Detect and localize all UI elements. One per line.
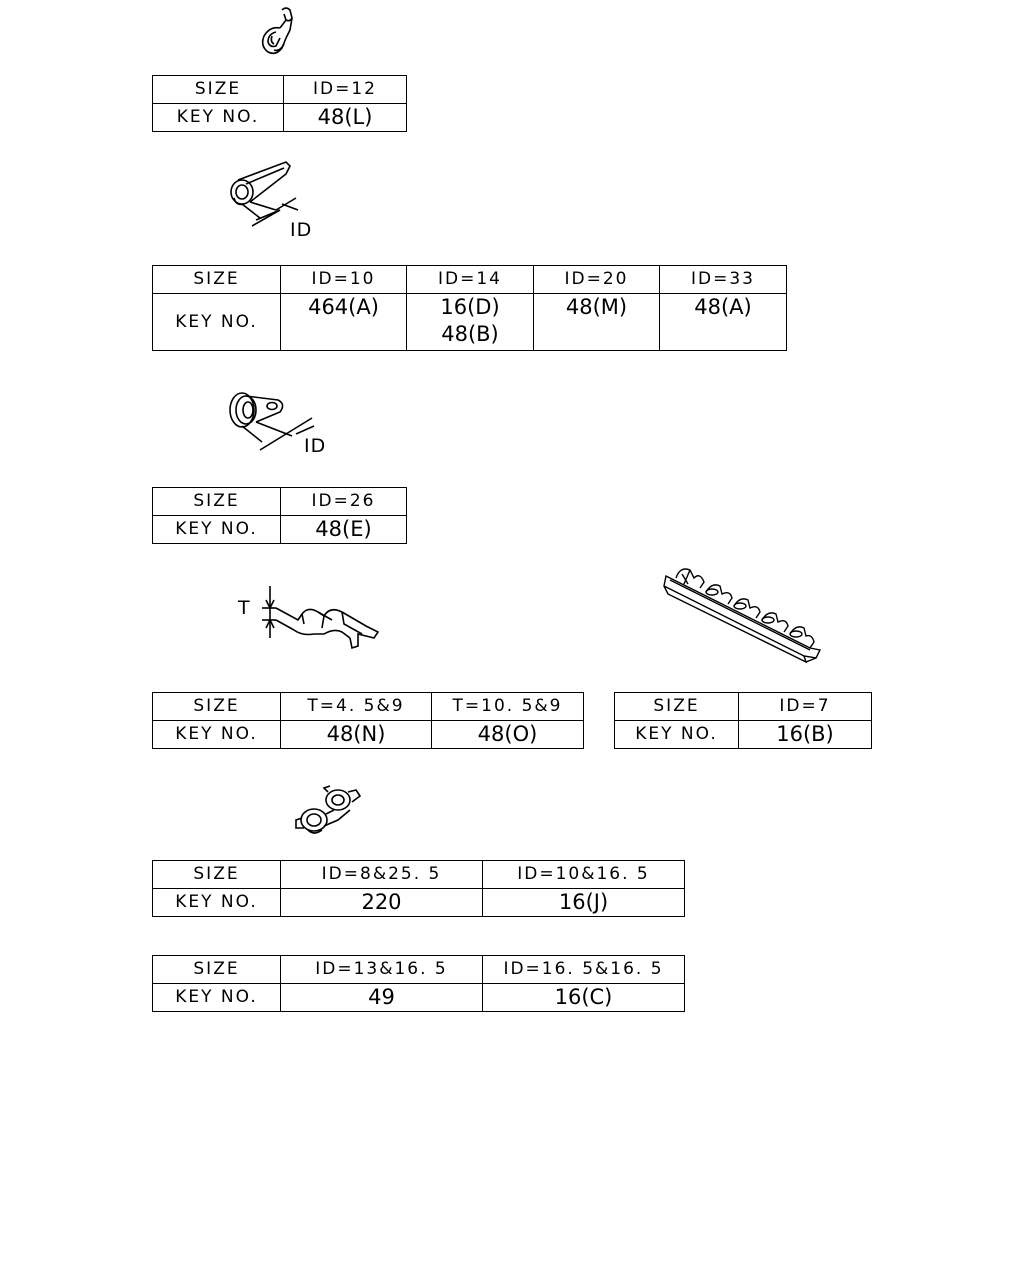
key-table-5 [614,692,872,749]
size-cell: ID=8&25. 5 [281,861,483,889]
size-header: SIZE [153,693,281,721]
key-no-value: 16(D) [440,295,500,319]
size-cell: ID=10&16. 5 [483,861,685,889]
spring-clip-figure [250,4,310,60]
flat-clip-figure [232,584,392,656]
key-no-cell [281,294,407,351]
key-no-cell: 220 [281,889,483,917]
key-no-header: KEY NO. [153,721,281,749]
size-row [153,266,787,294]
key-no-cell: 16(C) [483,984,685,1012]
multi-slot-clip-figure [660,562,824,666]
key-no-header: KEY NO. [615,721,739,749]
key-row [153,516,407,544]
size-header: SIZE [153,76,284,104]
size-row [153,861,685,889]
double-ring-clip-drawing [290,784,370,840]
key-row [153,721,584,749]
key-no-header: KEY NO. [153,516,281,544]
size-row [153,693,584,721]
key-table-6 [152,860,685,917]
key-row [153,104,407,132]
key-no-header: KEY NO. [153,294,281,351]
double-ring-clip-figure [290,784,370,840]
key-no-header: KEY NO. [153,984,281,1012]
key-no-header: KEY NO. [153,889,281,917]
size-cell: ID=33 [660,266,787,294]
size-header: SIZE [615,693,739,721]
size-cell: ID=12 [284,76,407,104]
key-no-value: 48(M) [565,295,628,319]
key-row [615,721,872,749]
key-table-4 [152,692,584,749]
key-no-value: 464(A) [308,295,379,319]
size-cell: T=4. 5&9 [281,693,432,721]
tab-clip-drawing [220,158,330,242]
size-row [153,488,407,516]
size-cell: ID=14 [407,266,534,294]
flat-clip-drawing [232,584,392,656]
key-row [153,984,685,1012]
key-no-cell: 16(B) [739,721,872,749]
key-no-cell: 48(L) [284,104,407,132]
key-table-7 [152,955,685,1012]
size-header: SIZE [153,861,281,889]
key-no-value: 48(A) [694,295,752,319]
key-no-cell: 16(J) [483,889,685,917]
size-cell: T=10. 5&9 [432,693,584,721]
size-header: SIZE [153,956,281,984]
size-cell: ID=26 [281,488,407,516]
size-cell: ID=10 [281,266,407,294]
key-no-header: KEY NO. [153,104,284,132]
spring-clip-drawing [250,4,310,60]
size-cell: ID=13&16. 5 [281,956,483,984]
size-row [153,76,407,104]
key-row [153,889,685,917]
size-cell: ID=7 [739,693,872,721]
key-no-cell: 48(N) [281,721,432,749]
size-row [615,693,872,721]
key-row [153,294,787,351]
key-table-2 [152,265,787,351]
key-table-1 [152,75,407,132]
size-cell: ID=16. 5&16. 5 [483,956,685,984]
grommet-clip-figure [222,386,332,462]
size-header: SIZE [153,488,281,516]
key-table-3 [152,487,407,544]
tab-clip-figure [220,158,330,242]
key-no-cell: 49 [281,984,483,1012]
id-dimension-label: ID [290,219,313,241]
key-no-cell: 48(O) [432,721,584,749]
key-no-cell: 48(E) [281,516,407,544]
id-dimension-label: ID [304,435,327,457]
grommet-clip-drawing [222,386,332,462]
size-header: SIZE [153,266,281,294]
key-no-value: 48(B) [441,322,499,346]
key-no-cell [660,294,787,351]
multi-slot-clip-drawing [660,562,824,666]
t-dimension-label: T [238,597,251,619]
size-row [153,956,685,984]
key-no-cell [407,294,534,351]
size-cell: ID=20 [534,266,660,294]
key-no-cell [534,294,660,351]
